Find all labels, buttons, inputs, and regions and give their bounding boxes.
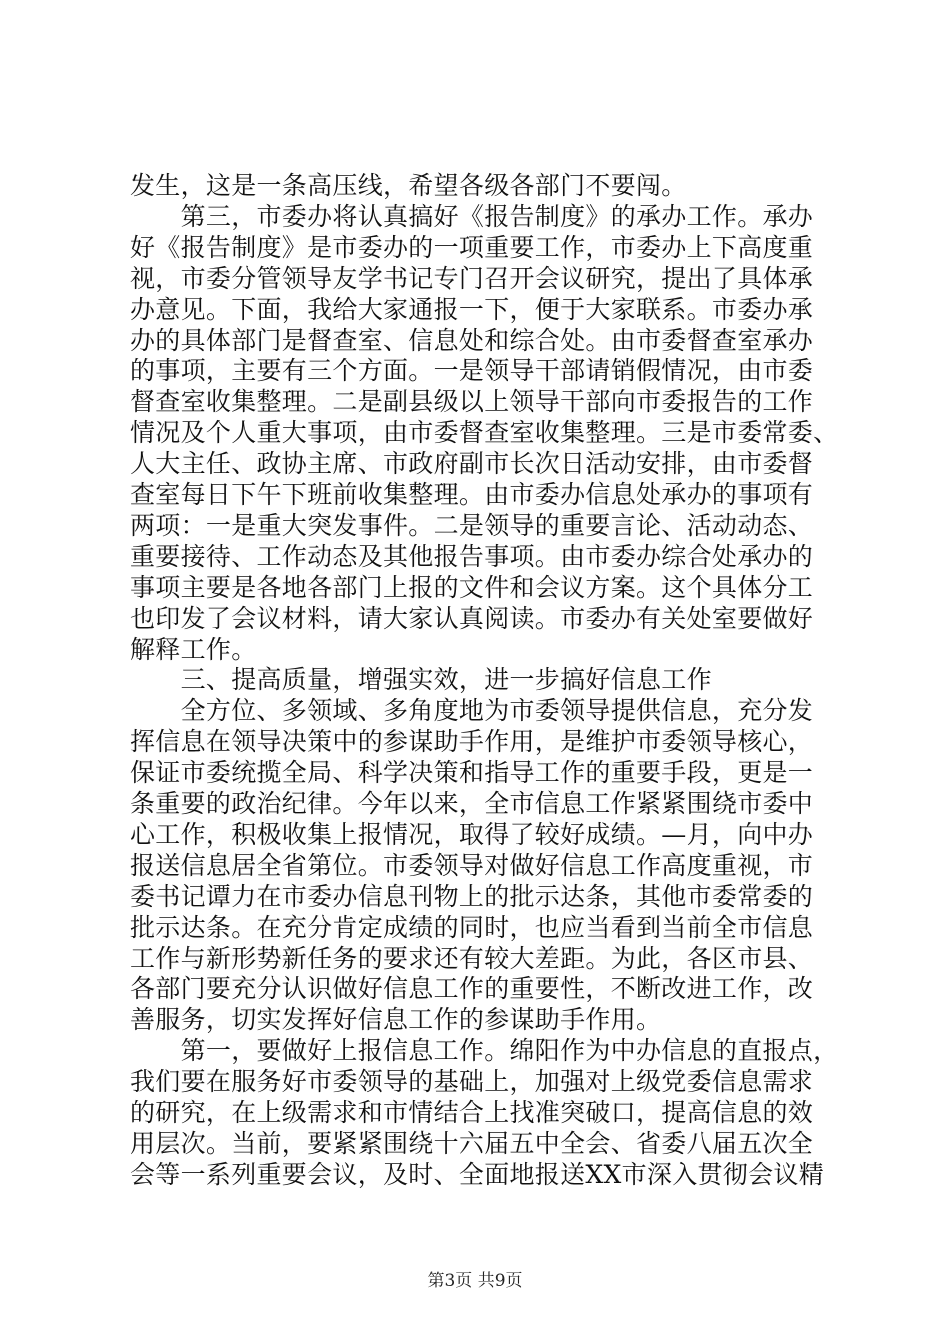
text-line: 也印发了会议材料，请大家认真阅读。市委办有关处室要做好 [130, 603, 814, 633]
text-line: 挥信息在领导决策中的参谋助手作用，是维护市委领导核心， [130, 727, 814, 757]
text-line: 用层次。当前，要紧紧围绕十六届五中全会、省委八届五次全 [130, 1128, 814, 1158]
page-footer: 第3页 共9页 [427, 1271, 523, 1291]
text-line: 工作与新形势新任务的要求还有较大差距。为此，各区市县、 [130, 943, 814, 973]
text-line: 两项：一是重大突发事件。二是领导的重要言论、活动动态、 [130, 510, 814, 540]
text-line: 第三，市委办将认真搞好《报告制度》的承办工作。承办 [130, 201, 814, 231]
text-line: 保证市委统揽全局、科学决策和指导工作的重要手段，更是一 [130, 758, 814, 788]
text-line: 心工作，积极收集上报情况，取得了较好成绩。—月，向中办 [130, 819, 814, 849]
text-line: 报送信息居全省第位。市委领导对做好信息工作高度重视，市 [130, 850, 814, 880]
text-line: 三、提高质量，增强实效，进一步搞好信息工作 [130, 665, 712, 695]
text-line: 我们要在服务好市委领导的基础上，加强对上级党委信息需求 [130, 1067, 814, 1097]
text-line: 全方位、多领域、多角度地为市委领导提供信息，充分发 [130, 696, 814, 726]
text-line: 会等一系列重要会议，及时、全面地报送XX市深入贯彻会议精 [130, 1159, 824, 1189]
text-line: 的研究，在上级需求和市情结合上找准突破口，提高信息的效 [130, 1098, 814, 1127]
text-line: 好《报告制度》是市委办的一项重要工作，市委办上下高度重 [130, 232, 814, 262]
text-line: 条重要的政治纪律。今年以来，全市信息工作紧紧围绕市委中 [130, 789, 814, 818]
text-line: 事项主要是各地各部门上报的文件和会议方案。这个具体分工 [130, 572, 814, 602]
text-line: 批示达条。在充分肯定成绩的同时，也应当看到当前全市信息 [130, 912, 814, 942]
text-line: 第一，要做好上报信息工作。绵阳作为中办信息的直报点， [130, 1036, 839, 1066]
text-line: 查室每日下午下班前收集整理。由市委办信息处承办的事项有 [130, 480, 814, 509]
text-line: 情况及个人重大事项，由市委督查室收集整理。三是市委常委、 [130, 418, 839, 448]
text-line: 各部门要充分认识做好信息工作的重要性，不断改进工作，改 [130, 974, 814, 1004]
text-line: 委书记谭力在市委办信息刊物上的批示达条，其他市委常委的 [130, 881, 814, 911]
text-line: 的事项，主要有三个方面。一是领导干部请销假情况，由市委 [130, 356, 814, 386]
text-line: 督查室收集整理。二是副县级以上领导干部向市委报告的工作 [130, 387, 814, 417]
text-line: 善服务，切实发挥好信息工作的参谋助手作用。 [130, 1005, 662, 1035]
text-line: 解释工作。 [130, 634, 257, 664]
text-line: 办的具体部门是督查室、信息处和综合处。由市委督查室承办 [130, 325, 814, 355]
text-line: 重要接待、工作动态及其他报告事项。由市委办综合处承办的 [130, 541, 814, 571]
text-line: 发生，这是一条高压线，希望各级各部门不要闯。 [130, 171, 687, 200]
text-line: 视，市委分管领导友学书记专门召开会议研究，提出了具体承 [130, 263, 814, 293]
text-line: 办意见。下面，我给大家通报一下，便于大家联系。市委办承 [130, 294, 814, 324]
text-line: 人大主任、政协主席、市政府副市长次日活动安排，由市委督 [130, 449, 814, 479]
